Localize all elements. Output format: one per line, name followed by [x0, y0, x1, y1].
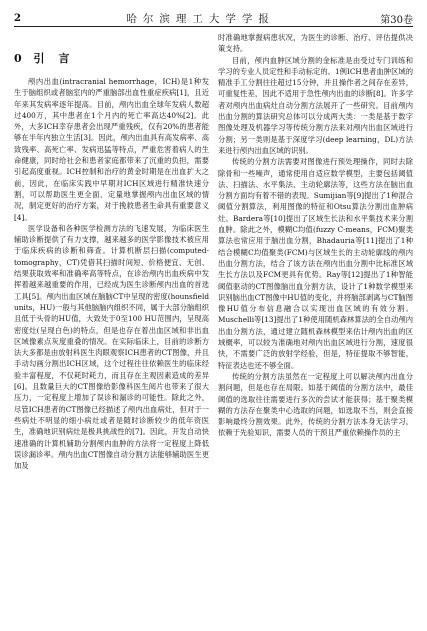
journal-title: 哈尔滨理工大学学报	[126, 12, 275, 25]
section-title: 引 言	[33, 52, 75, 65]
body-paragraph: 医学设备和各种医学检测方法的飞速发展，为临床医生辅助诊断提供了有力支撑，越来越多的医学影像技术被应用于临床疾病的诊断和筛查。计算机断层扫描(computed-tomography，CT)凭借其扫描时间短、价格便宜、无创、结果获取效率和准确率高等特点，在诊治颅内出血疾病中发挥着越来越重要的作用，已经成为医生诊断颅内出血的首选工具[5]。颅内出血区域在脑脑CT中呈现的密度(hounsfield units，HU)一般与其他脑脑内组织不同，属于大部分脑组织且低于头骨的HU值，大致处于0至100 HU范围内，呈现高密度灶(呈现白色)的特点，但是也存在着出血区域和非出血区域像素点灰度重叠的情况。在实际临床上，目前的诊断方法大多都是由放射科医生肉眼观察ICH患者的CT图像，并且手动勾画分割出ICH区域，这个过程往往依赖医生的临床经验丰富程度，不仅耗时耗力，而且存在主观因素造成的差异[6]。且数量巨大的CT图像给影像科医生阅片也带来了很大压力，一定程度上增加了误诊和漏诊的可能性。除此之外，尽管ICH患者的CT图像已经描述了颅内出血病灶，但对于一些病灶不明显的细小病灶或者是随时诊断较少的低年资医生，准确地识别病灶是极具挑战性的[7]。因此，开发自动快速准确的计算机辅助分割颅内血肿的方法将一定程度上降低误诊漏诊率。颅内出血CT图像自动分割方法能够辅助医生更加及	[14, 223, 209, 471]
section-heading	[14, 50, 209, 66]
body-paragraph: 时准确地掌握病患状况，为医生的诊断、治疗、评估提供决策支持。	[218, 33, 413, 54]
body-paragraph: 目前，颅内血肿区域分割的金标准是由受过专门训练和学习的专业人员定性和手动标定的。1例ICH患者血肿区域的精准手工分割往往超过15分钟，并且操作者之间存在差异，可重复性差，因此不适用于急性颅内出血的诊断[8]。许多学者对颅内出血病灶自动分割方法展开了一些研究。目前颅内出血分割的算法研究总体可以分成两大类：一类是基于数字图像处理及机器学习等传统分割方法来对颅内出血区域进行分割；另一类则是基于深度学习(deep learning，DL)方法来进行颅内出血区域的识别。	[218, 55, 413, 155]
header-rule	[14, 26, 413, 27]
running-header	[14, 8, 413, 28]
body-paragraph: 颅内出血(intracranial hemorrhage，ICH)是1种发生于脑组织或者脑室内的严重脑部出血性重症疾病[1]，且近年来其发病率逐年提高。目前，颅内出血全球年发病人数超过400万，其中患者在1个月内的死亡率高达40%[2]。此外，大多ICH幸存患者会出现严重残疾，仅有20%的患者能够在半年内独立生活[3]。因此，颅内出血具有高发病率、高致残率、高死亡率、发病迅猛等特点，严重危害着病人的生命健康，同时给社会和患者家庭都带来了沉重的负担，需要引起高度重视。ICH控制和治疗的黄金时期是在出血扩大之前，因此，在临床实践中早期对ICH区域进行精准快速分割，可以帮助医生更全面、定量地掌握颅内出血区域的情况，制定更好的治疗方案，对于挽救患者生命具有重要意义[4]。	[14, 77, 209, 222]
right-column	[218, 32, 413, 439]
body-paragraph: 传统的分割方法需要对图像进行预处理操作，同时去除除骨和一些噪声，通常使用自适应数学模型，主要包括阈值法、扫描法、水平集法、主动轮廓法等，这些方法在脑出血分割方面均有着不错的表现。Sumijian等[9]提出了1种混合阈值分割算法，利用图像的特征和Otsu算法分割出血肿病灶。Bardera等[10]提出了区域生长法和水平集技术来分割血肿。除此之外，模糊C均值(fuzzy C-means，FCM)聚类算法也常应用于脑出血分割，Bhadauria等[11]提出了1种结合模糊C均值聚类(FCM)与区域生长的主动轮廓线的颅内出血分割方法，结合了该方法在颅内出血分割中比标准区域生长方法以及FCM更具有优势。Ray等[12]提出了1种智能阈值驱动的CT图像脑出血分割方法，设计了1种数学模型来识别脑出血CT图像中HU值的变化，并将脑部剥离与CT脑图像HU值分布信息融合以实现出血区域的有效分割。Muschelli等[13]提出了1种使用随机森林算法的全自动颅内出血分割方法，通过建立随机森林模型来估计颅内出血的区域概率，可以较为准确地对颅内出血区域进行分割，速度很快，不需要广泛的放射学经验，但是，特征提取不够智能，特征表达也还不够全面。	[218, 157, 413, 370]
body-paragraph: 传统的分割方法虽然在一定程度上可以解决颅内出血分割问题，但是也存在局限。如基于阈值的分割方法中，最佳阈值的选取往往需要进行多次的尝试才能获得；基于聚类模糊的方法存在聚类中心选取的问题，如选取不当，则会直接影响最终分割效果。此外，传统的分割方法本身无法学习，依赖于先验知识，需要人员的干预且严重依赖操作员的主	[218, 371, 413, 438]
page-number: 2	[14, 12, 21, 24]
volume-label: 第30卷	[380, 14, 413, 26]
section-number: 0	[14, 52, 22, 65]
left-column	[14, 32, 209, 471]
